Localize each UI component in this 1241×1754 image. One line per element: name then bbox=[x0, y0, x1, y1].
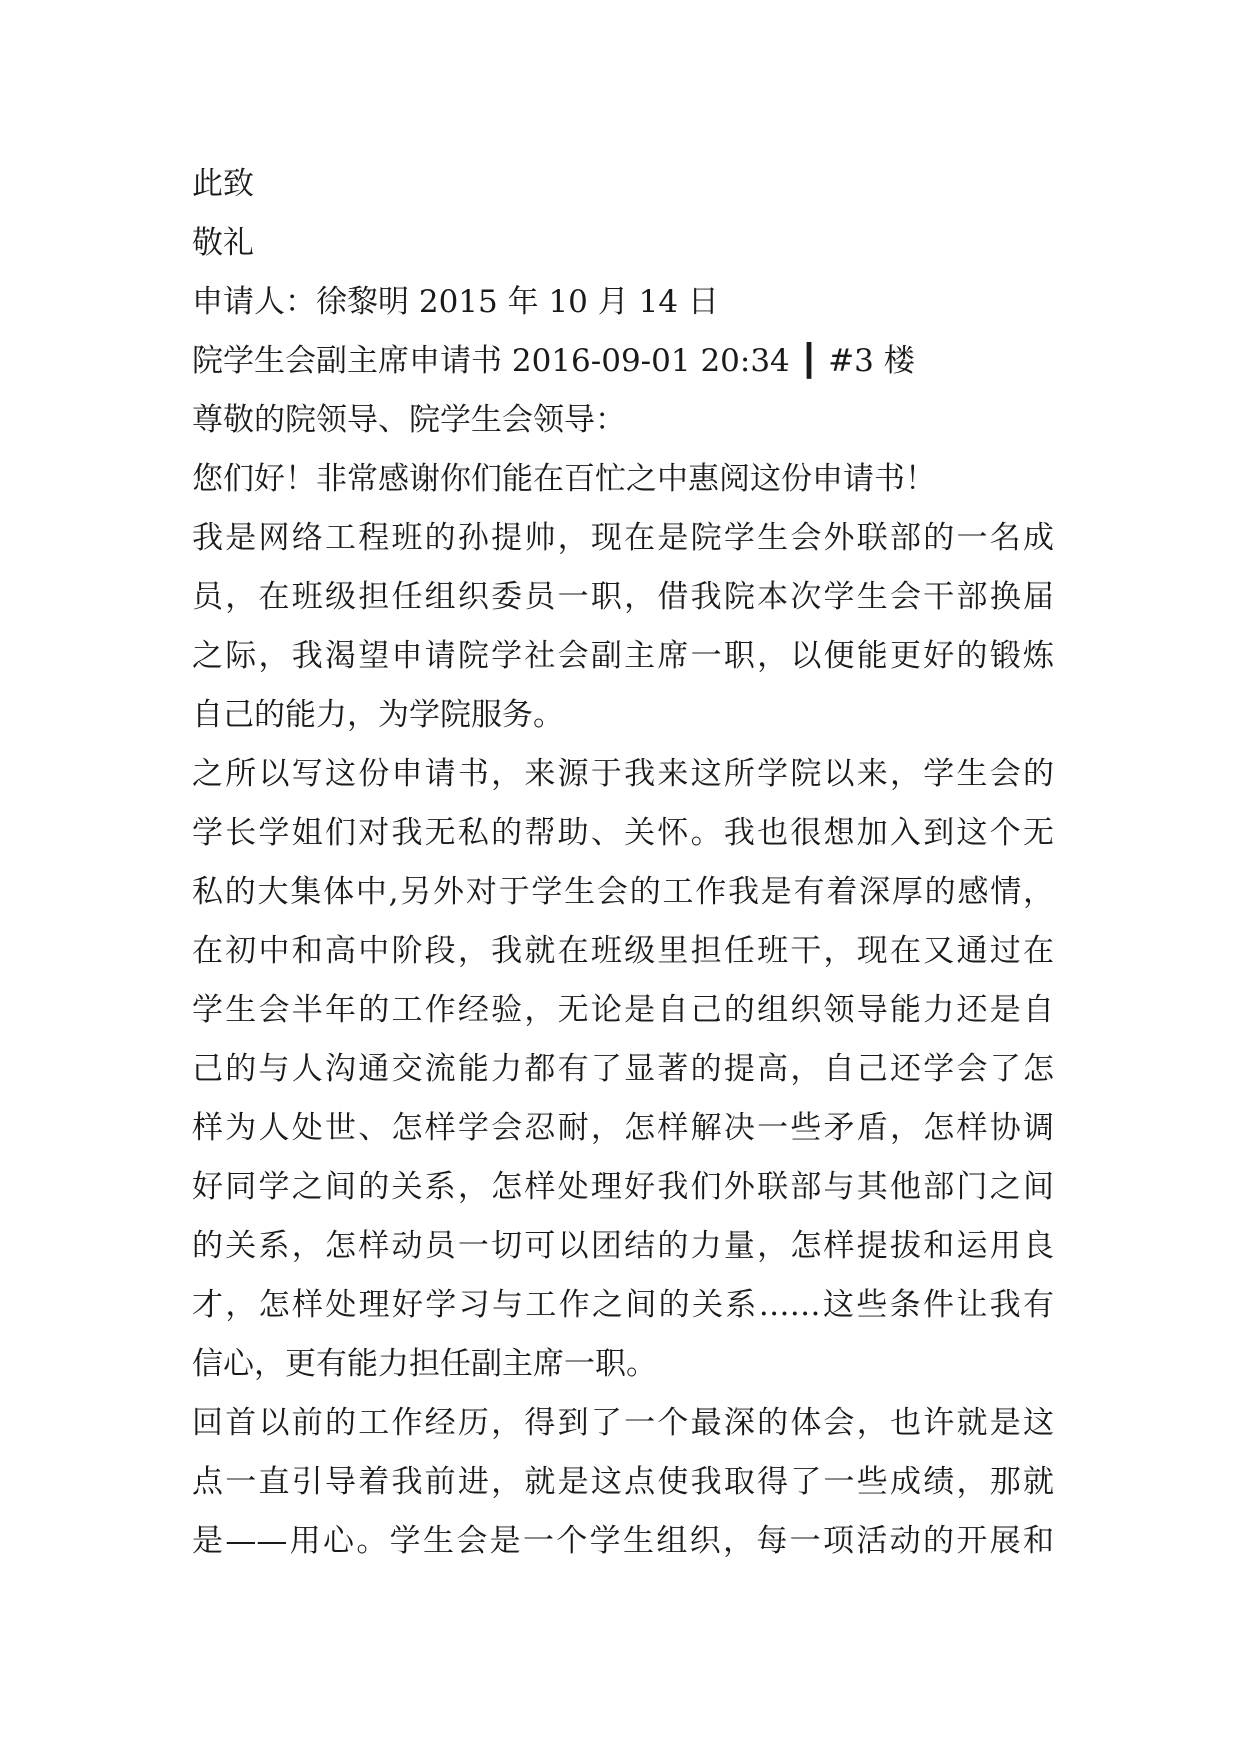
post-header-line: 院学生会副主席申请书 2016-09-01 20:34 ┃ #3 楼 bbox=[192, 343, 915, 379]
text-line: 样为人处世、怎样学会忍耐，怎样解决一些矛盾，怎样协调 bbox=[192, 1110, 1054, 1146]
paragraph-3 bbox=[192, 1394, 1054, 1571]
document-body bbox=[192, 155, 1054, 1571]
text-line: 学生会半年的工作经验，无论是自己的组织领导能力还是自 bbox=[192, 992, 1054, 1028]
closing-line: 此致 bbox=[192, 166, 254, 202]
text-line: 信心，更有能力担任副主席一职。 bbox=[192, 1346, 657, 1382]
text-line: 之际，我渴望申请院学社会副主席一职，以便能更好的锻炼 bbox=[192, 638, 1054, 674]
text-line: 在初中和高中阶段，我就在班级里担任班干，现在又通过在 bbox=[192, 933, 1054, 969]
salute-line: 敬礼 bbox=[192, 225, 254, 261]
text-line: 私的大集体中,另外对于学生会的工作我是有着深厚的感情， bbox=[192, 874, 1054, 910]
text-line: 好同学之间的关系，怎样处理好我们外联部与其他部门之间 bbox=[192, 1169, 1054, 1205]
text-line: 我是网络工程班的孙提帅，现在是院学生会外联部的一名成 bbox=[192, 520, 1054, 556]
text-line: 自己的能力，为学院服务。 bbox=[192, 697, 564, 733]
text-line: 才，怎样处理好学习与工作之间的关系……这些条件让我有 bbox=[192, 1287, 1054, 1323]
text-line: 学长学姐们对我无私的帮助、关怀。我也很想加入到这个无 bbox=[192, 815, 1054, 851]
text-line: 员，在班级担任组织委员一职，借我院本次学生会干部换届 bbox=[192, 579, 1054, 615]
text-line: 回首以前的工作经历，得到了一个最深的体会，也许就是这 bbox=[192, 1405, 1054, 1441]
signature-line: 申请人：徐黎明 2015 年 10 月 14 日 bbox=[192, 284, 719, 320]
text-line: 是——用心。学生会是一个学生组织，每一项活动的开展和 bbox=[192, 1523, 1054, 1559]
text-line: 的关系，怎样动员一切可以团结的力量，怎样提拔和运用良 bbox=[192, 1228, 1054, 1264]
intro-line: 您们好！非常感谢你们能在百忙之中惠阅这份申请书！ bbox=[192, 461, 936, 497]
text-line: 之所以写这份申请书，来源于我来这所学院以来，学生会的 bbox=[192, 756, 1054, 792]
paragraph-2 bbox=[192, 745, 1054, 1394]
text-line: 己的与人沟通交流能力都有了显著的提高，自己还学会了怎 bbox=[192, 1051, 1054, 1087]
greeting-line: 尊敬的院领导、院学生会领导： bbox=[192, 402, 626, 438]
paragraph-1 bbox=[192, 509, 1054, 745]
text-line: 点一直引导着我前进，就是这点使我取得了一些成绩，那就 bbox=[192, 1464, 1054, 1500]
